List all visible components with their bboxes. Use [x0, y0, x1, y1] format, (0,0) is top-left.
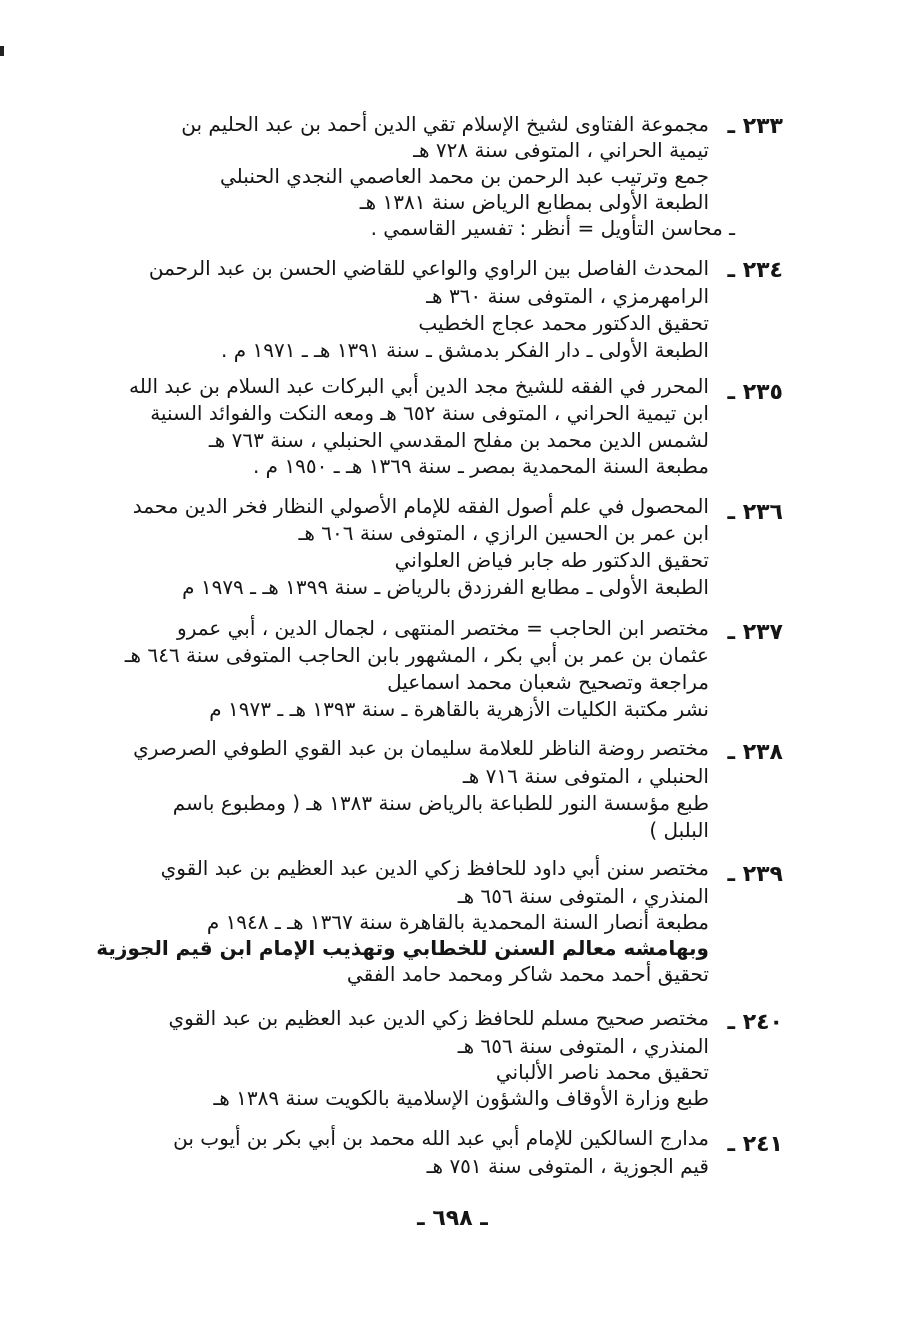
- entry-line: تحقيق أحمد محمد شاكر ومحمد حامد الفقي: [346, 962, 709, 986]
- entry-line: الطبعة الأولى ـ دار الفكر بدمشق ـ سنة ١٣٩١ هـ ـ ١٩٧١ م .: [221, 338, 709, 362]
- entry-line: وبهامشه معالم السنن للخطابي وتهذيب الإمام ابن قيم الجوزية: [96, 936, 709, 960]
- entry-line: المنذري ، المتوفى سنة ٦٥٦ هـ: [457, 1034, 709, 1058]
- entry-line: الطبعة الأولى ـ مطابع الفرزدق بالرياض ـ سنة ١٣٩٩ هـ ـ ١٩٧٩ م: [182, 575, 709, 599]
- entry-line: لشمس الدين محمد بن مفلح المقدسي الحنبلي ، سنة ٧٦٣ هـ: [208, 428, 709, 452]
- entry-number: ٢٤١ ـ: [727, 1132, 783, 1157]
- entry-number: ٢٣٦ ـ: [727, 500, 783, 525]
- entry-line: تحقيق الدكتور محمد عجاج الخطيب: [418, 311, 709, 335]
- entry-number: ٢٣٤ ـ: [727, 258, 783, 283]
- entry-number: ٢٣٣ ـ: [727, 114, 783, 139]
- entry-number: ٢٣٩ ـ: [727, 862, 783, 887]
- entry-line: عثمان بن عمر بن أبي بكر ، المشهور بابن الحاجب المتوفى سنة ٦٤٦ هـ: [124, 643, 709, 667]
- entry-number: ٢٣٥ ـ: [727, 380, 783, 405]
- entry-line: الحنبلي ، المتوفى سنة ٧١٦ هـ: [462, 764, 709, 788]
- entry-line: تيمية الحراني ، المتوفى سنة ٧٢٨ هـ: [413, 138, 709, 162]
- entry-line: مطبعة السنة المحمدية بمصر ـ سنة ١٣٦٩ هـ ـ ١٩٥٠ م .: [252, 454, 709, 478]
- entry-line: الطبعة الأولى بمطابع الرياض سنة ١٣٨١ هـ: [359, 190, 709, 214]
- entry-line: مختصر ابن الحاجب = مختصر المنتهى ، لجمال الدين ، أبي عمرو: [177, 616, 709, 640]
- entry-number: ٢٣٨ ـ: [727, 740, 783, 765]
- entry-line: مطبعة أنصار السنة المحمدية بالقاهرة سنة ١٣٦٧ هـ ـ ١٩٤٨ م: [206, 910, 709, 934]
- margin-mark: [0, 46, 4, 56]
- entry-line: مدارج السالكين للإمام أبي عبد الله محمد بن أبي بكر بن أيوب بن: [173, 1126, 709, 1150]
- entry-line: ـ محاسن التأويل = أنظر : تفسير القاسمي .: [370, 216, 735, 240]
- entry-line: تحقيق محمد ناصر الألباني: [495, 1060, 709, 1084]
- page-number: ـ ٦٩٨ ـ: [417, 1206, 488, 1231]
- entry-line: مختصر روضة الناظر للعلامة سليمان بن عبد القوي الطوفي الصرصري: [133, 736, 709, 760]
- entry-line: المحدث الفاصل بين الراوي والواعي للقاضي الحسن بن عبد الرحمن: [148, 256, 709, 280]
- entry-line: طبع وزارة الأوقاف والشؤون الإسلامية بالكويت سنة ١٣٨٩ هـ: [213, 1086, 709, 1110]
- entry-line: مختصر صحيح مسلم للحافظ زكي الدين عبد العظيم بن عبد القوي: [168, 1006, 709, 1030]
- entry-line: المحرر في الفقه للشيخ مجد الدين أبي البركات عبد السلام بن عبد الله: [129, 374, 709, 398]
- entry-line: تحقيق الدكتور طه جابر فياض العلواني: [394, 548, 709, 572]
- entry-line: قيم الجوزية ، المتوفى سنة ٧٥١ هـ: [426, 1154, 709, 1178]
- entry-number: ٢٣٧ ـ: [727, 620, 783, 645]
- entry-line: مراجعة وتصحيح شعبان محمد اسماعيل: [387, 670, 709, 694]
- entry-line: الرامهرمزي ، المتوفى سنة ٣٦٠ هـ: [426, 284, 709, 308]
- entry-line: جمع وترتيب عبد الرحمن بن محمد العاصمي النجدي الحنبلي: [220, 164, 709, 188]
- entry-line: المحصول في علم أصول الفقه للإمام الأصولي النظار فخر الدين محمد: [132, 494, 709, 518]
- entry-line: ابن تيمية الحراني ، المتوفى سنة ٦٥٢ هـ ومعه النكت والفوائد السنية: [150, 401, 709, 425]
- entry-line: ابن عمر بن الحسين الرازي ، المتوفى سنة ٦٠٦ هـ: [298, 521, 709, 545]
- entry-line: المنذري ، المتوفى سنة ٦٥٦ هـ: [457, 884, 709, 908]
- entry-line: مجموعة الفتاوى لشيخ الإسلام تقي الدين أحمد بن عبد الحليم بن: [181, 112, 709, 136]
- entry-line: نشر مكتبة الكليات الأزهرية بالقاهرة ـ سنة ١٣٩٣ هـ ـ ١٩٧٣ م: [209, 697, 709, 721]
- entry-line: مختصر سنن أبي داود للحافظ زكي الدين عبد العظيم بن عبد القوي: [160, 856, 709, 880]
- entry-line: طبع مؤسسة النور للطباعة بالرياض سنة ١٣٨٣ هـ ( ومطبوع باسم: [172, 791, 709, 815]
- entry-line: البلبل ): [649, 818, 709, 842]
- entry-number: ٢٤٠ ـ: [727, 1010, 783, 1035]
